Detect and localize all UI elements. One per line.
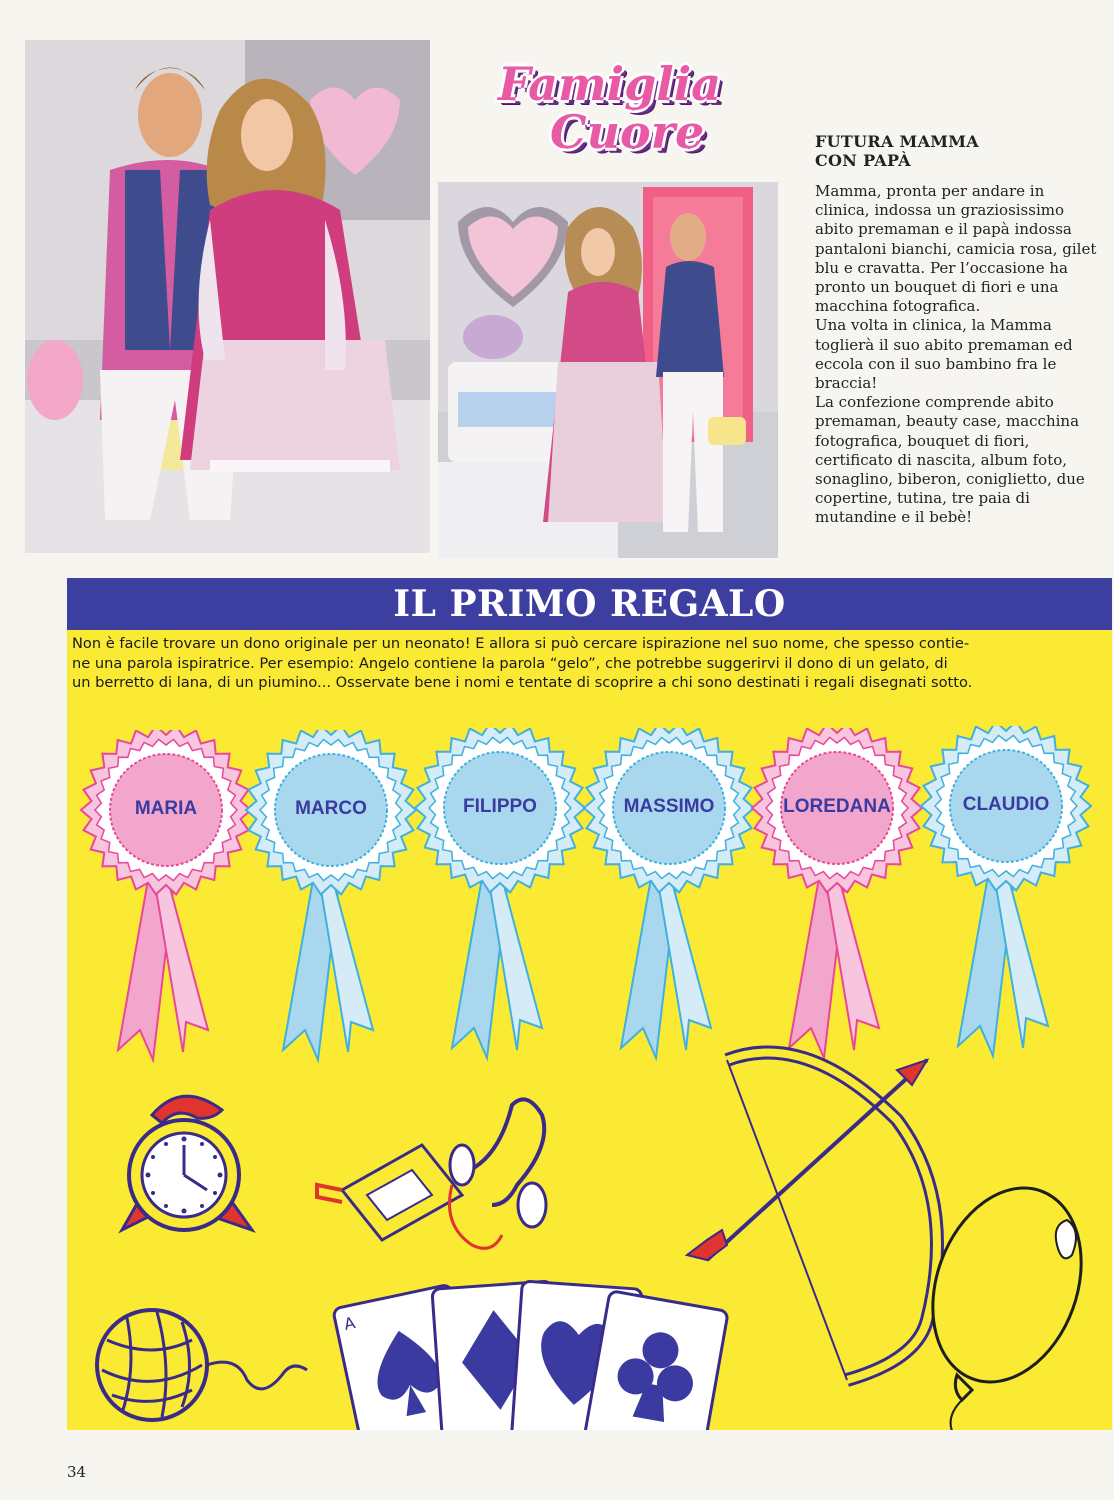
intro-line: un berretto di lana, di un piumino... Osservate bene i nomi e tentate di scoprire a chi sono destinati i regali disegnati sotto.	[72, 674, 973, 691]
description-line: certificato di nascita, album foto,	[815, 450, 1068, 469]
description-line: fotografica, bouquet di fiori,	[815, 431, 1030, 450]
game-intro	[72, 634, 1107, 693]
logo-line-1: Famiglia	[498, 57, 722, 111]
description-line: macchina fotografica.	[815, 297, 981, 316]
yarn-ball-icon	[97, 1310, 307, 1420]
card-letter: A	[342, 1312, 357, 1334]
description-line: pantaloni bianchi, camicia rosa, gilet	[815, 239, 1097, 258]
description-line: La confezione comprende abito	[815, 393, 1054, 412]
description-line: Una volta in clinica, la Mamma	[815, 316, 1052, 335]
intro-line: ne una parola ispiratrice. Per esempio: Angelo contiene la parola “gelo”, che potrebbe suggerirvi il dono di un gelato, di	[72, 654, 948, 672]
rosette-name: MASSIMO	[623, 796, 715, 817]
page-number: 34	[67, 1463, 87, 1481]
photo-nursery-scene	[438, 182, 778, 558]
photo-parents-dolls	[25, 40, 430, 553]
description-line: copertine, tutina, tre paia di	[815, 489, 1030, 508]
product-title	[815, 132, 1015, 170]
description-line: abito premaman e il papà indossa	[815, 220, 1072, 239]
description-line: Mamma, pronta per andare in	[815, 182, 1045, 200]
cassette-player-icon	[317, 1099, 546, 1248]
intro-line: Non è facile trovare un dono originale per un neonato! E allora si può cercare ispirazione nel suo nome, che spesso contie-	[72, 635, 970, 652]
game-title-bar	[67, 578, 1112, 630]
description-line: sonaglino, biberon, coniglietto, due	[815, 470, 1085, 489]
rosette-name: MARCO	[295, 798, 367, 819]
description-line: clinica, indossa un graziosissimo	[815, 201, 1065, 220]
logo-line-2: Cuore	[550, 105, 705, 159]
famiglia-cuore-logo	[490, 55, 720, 175]
product-title-line: FUTURA MAMMA	[815, 132, 980, 151]
description-line: pronto un bouquet di fiori e una	[815, 278, 1059, 297]
rosette-name: MARIA	[134, 798, 198, 819]
description-line: toglierà il suo abito premaman ed	[815, 335, 1073, 354]
game-title: IL PRIMO REGALO	[393, 583, 786, 625]
description-line: mutandine e il bebè!	[815, 508, 973, 527]
rosette-name: LOREDANA	[783, 796, 891, 817]
description-line: braccia!	[815, 374, 878, 393]
description-line: eccola con il suo bambino fra le	[815, 354, 1057, 373]
rosette-name: FILIPPO	[463, 796, 537, 817]
description-line: premaman, beauty case, macchina	[815, 412, 1080, 431]
playing-cards-icon	[333, 1281, 729, 1430]
product-title-line: CON PAPÀ	[815, 151, 911, 170]
product-description	[815, 182, 1114, 528]
rosette-name: CLAUDIO	[962, 794, 1050, 815]
alarm-clock-icon	[122, 1096, 252, 1230]
gift-drawings	[67, 1040, 1112, 1430]
description-line: blu e cravatta. Per l’occasione ha	[815, 258, 1068, 277]
